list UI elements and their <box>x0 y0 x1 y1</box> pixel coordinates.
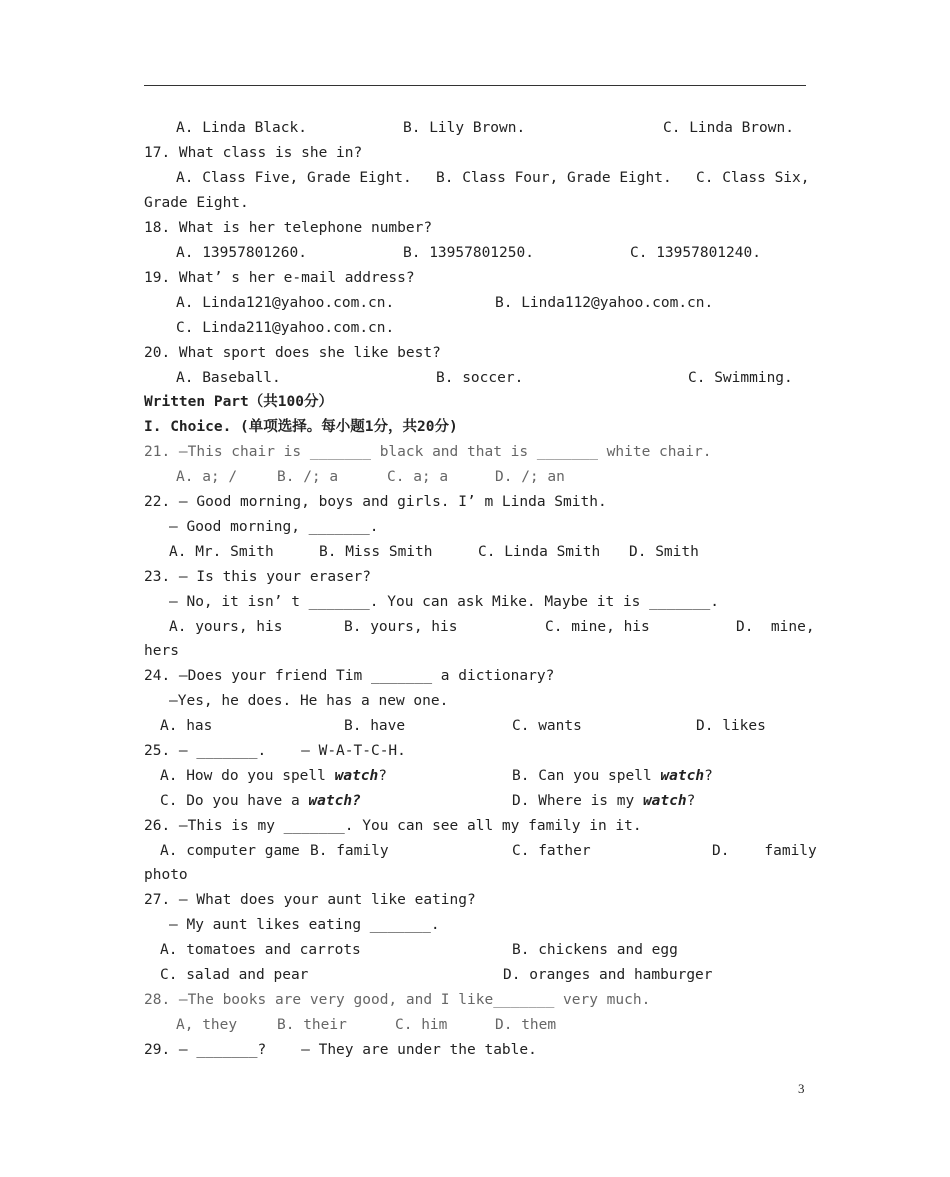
q25-option-d-keyword: watch <box>642 793 687 809</box>
page-number: 3 <box>798 1081 805 1096</box>
q21-option-d: D. /; an <box>495 469 565 485</box>
q21-option-a: A. a; / <box>176 469 238 485</box>
q21-option-b: B. /; a <box>277 469 339 485</box>
section-choice-heading: I. Choice. (单项选择。每小题1分，共20分) <box>144 419 458 435</box>
q25-option-c-keyword: watch? <box>308 793 361 809</box>
q25-option-b-punct: ? <box>704 768 713 784</box>
q21-stem: 21. —This chair is _______ black and that is _______ white chair. <box>144 444 712 460</box>
q18-option-c: C. 13957801240. <box>630 245 761 261</box>
q26-wrap: photo <box>144 867 188 883</box>
q26-option-a: A. computer game <box>160 843 300 859</box>
q25-option-a-text: A. How do you spell <box>160 768 335 784</box>
q17-wrap: Grade Eight. <box>144 195 249 211</box>
q24-line1: 24. —Does your friend Tim _______ a dictionary? <box>144 668 555 684</box>
q27-option-d: D. oranges and hamburger <box>503 967 713 983</box>
q23-option-b: B. yours, his <box>344 619 458 635</box>
q17-option-b: B. Class Four, Grade Eight. <box>436 170 672 186</box>
q24-option-d: D. likes <box>696 718 766 734</box>
q18-option-a: A. 13957801260. <box>176 245 307 261</box>
q19-option-a: A. Linda121@yahoo.com.cn. <box>176 295 395 311</box>
q19-option-c: C. Linda211@yahoo.com.cn. <box>176 320 395 336</box>
q18-option-b: B. 13957801250. <box>403 245 534 261</box>
q22-option-b: B. Miss Smith <box>319 544 433 560</box>
q25-option-b <box>512 767 713 785</box>
q23-wrap: hers <box>144 643 179 659</box>
q24-option-b: B. have <box>344 718 406 734</box>
q16-option-c: C. Linda Brown. <box>663 120 794 136</box>
q21-option-c: C. a; a <box>387 469 449 485</box>
q23-option-d: D. mine, <box>736 619 815 635</box>
q25-option-c-text: C. Do you have a <box>160 793 309 809</box>
q25-stem: 25. — _______. — W-A-T-C-H. <box>144 743 406 759</box>
q26-option-c: C. father <box>512 843 591 859</box>
q25-option-b-keyword: watch <box>660 768 705 784</box>
q20-option-a: A. Baseball. <box>176 370 281 386</box>
q17-option-a: A. Class Five, Grade Eight. <box>176 170 412 186</box>
q25-option-b-text: B. Can you spell <box>512 768 661 784</box>
q20-option-b: B. soccer. <box>436 370 524 386</box>
q23-line2: — No, it isn’ t _______. You can ask Mike. Maybe it is _______. <box>169 594 719 610</box>
q25-option-d-punct: ? <box>686 793 696 809</box>
written-part-heading: Written Part（共100分） <box>144 394 333 410</box>
q27-option-c: C. salad and pear <box>160 967 309 983</box>
q22-option-a: A. Mr. Smith <box>169 544 274 560</box>
q26-option-b: B. family <box>310 843 389 859</box>
q16-option-b: B. Lily Brown. <box>403 120 526 136</box>
q26-option-d: D. family <box>712 843 817 859</box>
q20-option-c: C. Swimming. <box>688 370 793 386</box>
q28-option-a: A, they <box>176 1017 238 1033</box>
q20-stem: 20. What sport does she like best? <box>144 345 441 361</box>
q18-stem: 18. What is her telephone number? <box>144 220 433 236</box>
q23-option-a: A. yours, his <box>169 619 283 635</box>
q27-line1: 27. — What does your aunt like eating? <box>144 892 476 908</box>
q22-option-d: D. Smith <box>629 544 699 560</box>
q25-option-c <box>160 792 361 810</box>
q28-option-d: D. them <box>495 1017 557 1033</box>
q23-line1: 23. — Is this your eraser? <box>144 569 371 585</box>
q28-option-b: B. their <box>277 1017 347 1033</box>
q24-line2: —Yes, he does. He has a new one. <box>169 693 449 709</box>
q29-stem: 29. — _______? — They are under the table. <box>144 1042 537 1058</box>
q17-stem: 17. What class is she in? <box>144 145 363 161</box>
q22-line2: — Good morning, _______. <box>169 519 379 535</box>
q19-stem: 19. What’ s her e-mail address? <box>144 270 415 286</box>
q28-stem: 28. —The books are very good, and I like_______ very much. <box>144 992 651 1008</box>
header-rule <box>144 85 806 86</box>
q25-option-d-text: D. Where is my <box>512 793 643 809</box>
q27-option-b: B. chickens and egg <box>512 942 678 958</box>
q26-stem: 26. —This is my _______. You can see all my family in it. <box>144 818 642 834</box>
q23-option-c: C. mine, his <box>545 619 650 635</box>
q27-option-a: A. tomatoes and carrots <box>160 942 361 958</box>
q16-option-a: A. Linda Black. <box>176 120 307 136</box>
q25-option-d <box>512 792 695 810</box>
q22-option-c: C. Linda Smith <box>478 544 601 560</box>
q24-option-a: A. has <box>160 718 213 734</box>
q17-option-c: C. Class Six, <box>696 170 810 186</box>
q25-option-a-keyword: watch <box>334 768 379 784</box>
q25-option-a-punct: ? <box>378 768 387 784</box>
q27-line2: — My aunt likes eating _______. <box>169 917 440 933</box>
q25-option-a <box>160 767 387 785</box>
q24-option-c: C. wants <box>512 718 582 734</box>
q19-option-b: B. Linda112@yahoo.com.cn. <box>495 295 714 311</box>
q28-option-c: C. him <box>395 1017 448 1033</box>
q22-line1: 22. — Good morning, boys and girls. I’ m Linda Smith. <box>144 494 607 510</box>
